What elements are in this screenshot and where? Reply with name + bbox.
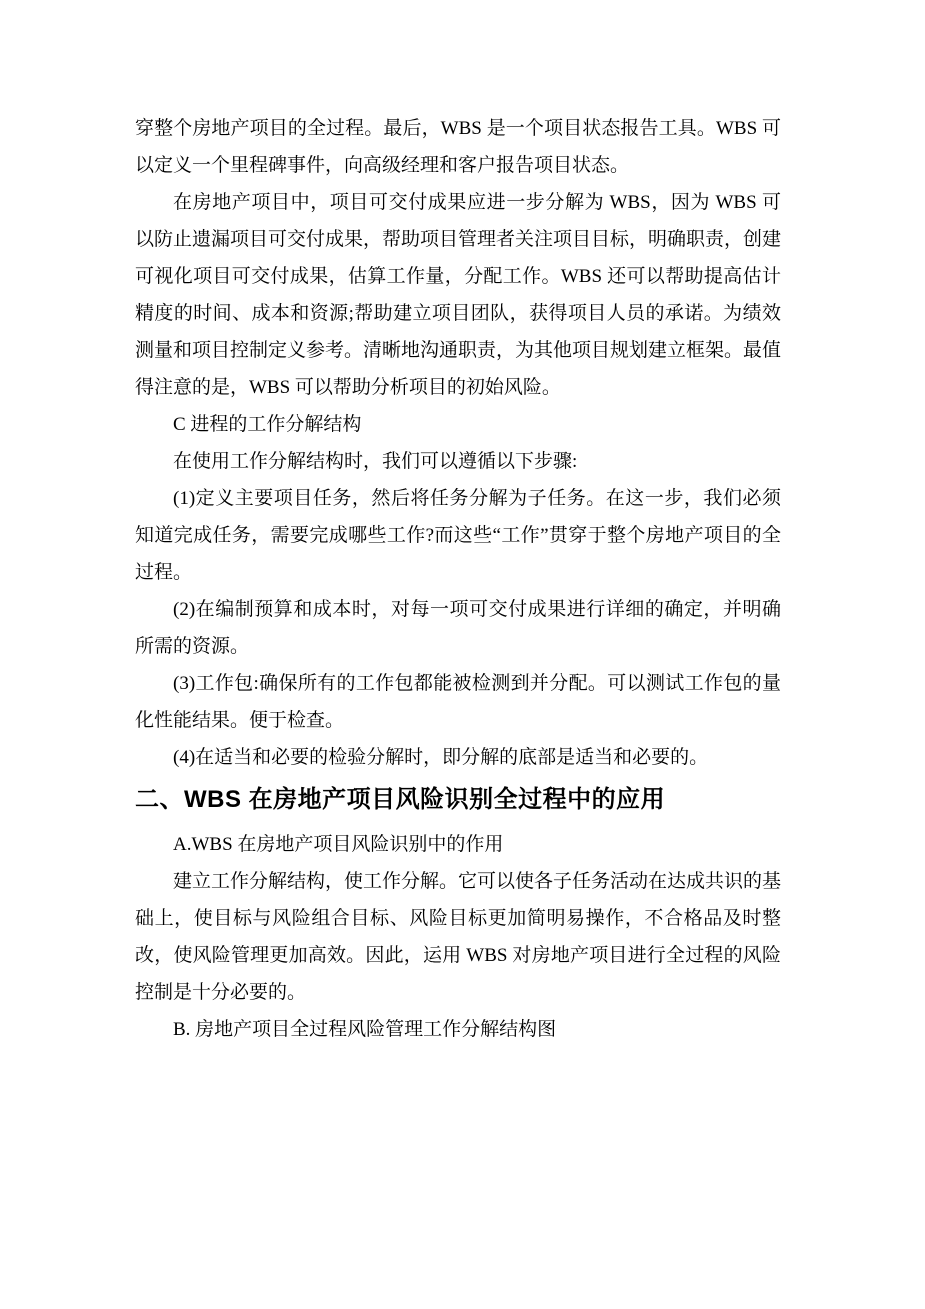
paragraph-subheading-b: B. 房地产项目全过程风险管理工作分解结构图 (173, 1019, 557, 1040)
paragraph: 建立工作分解结构，使工作分解。它可以使各子任务活动在达成共识的基础上，使目标与风险组合目标、风险目标更加简明易操作，不合格品及时整改，使风险管理更加高效。因此，运用 WBS 对房地产项目进行全过程的风险控制是十分必要的。 (135, 871, 782, 1003)
paragraph: 在使用工作分解结构时，我们可以遵循以下步骤: (173, 451, 578, 472)
paragraph-step-2: (2)在编制预算和成本时，对每一项可交付成果进行详细的确定，并明确所需的资源。 (135, 599, 781, 657)
paragraph-subheading-c: C 进程的工作分解结构 (173, 414, 362, 435)
section-heading: 二、WBS 在房地产项目风险识别全过程中的应用 (135, 786, 666, 813)
paragraph-step-1: (1)定义主要项目任务，然后将任务分解为子任务。在这一步，我们必须知道完成任务，需要完成哪些工作?而这些“工作”贯穿于整个房地产项目的全过程。 (135, 488, 781, 583)
paragraph-step-4: (4)在适当和必要的检验分解时，即分解的底部是适当和必要的。 (173, 747, 709, 768)
paragraph-step-3: (3)工作包:确保所有的工作包都能被检测到并分配。可以测试工作包的量化性能结果。便于检查。 (135, 673, 781, 731)
paragraph-continued: 穿整个房地产项目的全过程。最后，WBS 是一个项目状态报告工具。WBS 可以定义一个里程碑事件，向高级经理和客户报告项目状态。 (135, 118, 781, 176)
paragraph: 在房地产项目中，项目可交付成果应进一步分解为 WBS，因为 WBS 可以防止遗漏项目可交付成果，帮助项目管理者关注项目目标，明确职责，创建可视化项目可交付成果，估算工作量，分配工作。WBS 还可以帮助提高估计精度的时间、成本和资源;帮助建立项目团队，获得项目人员的承诺。为绩效测量和项目控制定义参考。清晰地沟通职责，为其他项目规划建立框架。最值得注意的是，WBS 可以帮助分析项目的初始风险。 (135, 192, 782, 398)
paragraph-subheading-a: A.WBS 在房地产项目风险识别中的作用 (173, 834, 504, 855)
document-content (135, 0, 781, 1048)
